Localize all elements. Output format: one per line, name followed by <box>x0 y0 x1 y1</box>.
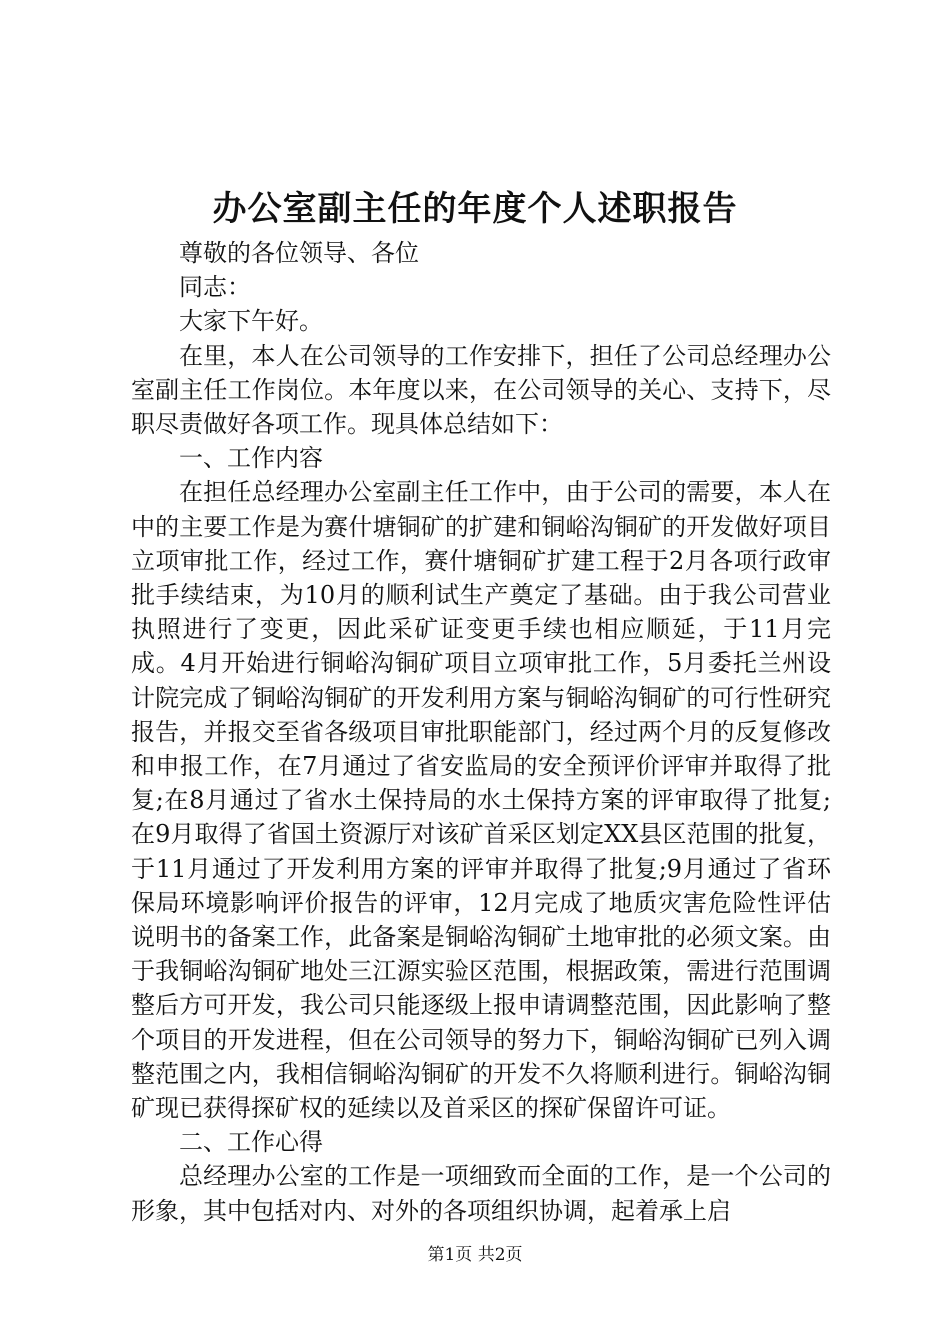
section-heading-work-insights: 二、工作心得 <box>179 1128 323 1157</box>
page-footer: 第1页 共2页 <box>427 1245 523 1265</box>
document-title: 办公室副主任的年度个人述职报告 <box>212 189 738 229</box>
salutation-line-2: 同志： <box>179 273 251 302</box>
greeting: 大家下午好。 <box>179 307 323 336</box>
section-heading-work-content: 一、工作内容 <box>179 444 323 473</box>
work-insights-paragraph: 总经理办公室的工作是一项细致而全面的工作，是一个公司的形象，其中包括对内、对外的各项组织协调，起着承上启 <box>131 1162 831 1225</box>
document-body <box>131 236 831 1228</box>
salutation-line-1: 尊敬的各位领导、各位 <box>179 239 419 267</box>
intro-paragraph: 在里，本人在公司领导的工作安排下，担任了公司总经理办公室副主任工作岗位。本年度以来，在公司领导的关心、支持下，尽职尽责做好各项工作。现具体总结如下： <box>131 341 831 439</box>
work-content-paragraph: 在担任总经理办公室副主任工作中，由于公司的需要，本人在中的主要工作是为赛什塘铜矿的扩建和铜峪沟铜矿的开发做好项目立项审批工作，经过工作，赛什塘铜矿扩建工程于2月各项行政审批手续结束，为10月的顺利试生产奠定了基础。由于我公司营业执照进行了变更，因此采矿证变更手续也相应顺延，于11月完成。4月开始进行铜峪沟铜矿项目立项审批工作，5月委托兰州设计院完成了铜峪沟铜矿的开发利用方案与铜峪沟铜矿的可行性研究报告，并报交至省各级项目审批职能部门，经过两个月的反复修改和申报工作，在7月通过了省安监局的安全预评价评审并取得了批复;在8月通过了省水土保持局的水土保持方案的评审取得了批复;在9月取得了省国土资源厅对该矿首采区划定XX县区范围的批复，于11月通过了开发利用方案的评审并取得了批复;9月通过了省环保局环境影响评价报告的评审，12月完成了地质灾害危险性评估说明书的备案工作，此备案是铜峪沟铜矿土地审批的必须文案。由于我铜峪沟铜矿地处三江源实验区范围，根据政策，需进行范围调整后方可开发，我公司只能逐级上报申请调整范围，因此影响了整个项目的开发进程，但在公司领导的努力下，铜峪沟铜矿已列入调整范围之内，我相信铜峪沟铜矿的开发不久将顺利进行。铜峪沟铜矿现已获得探矿权的延续以及首采区的探矿保留许可证。 <box>131 478 831 1123</box>
